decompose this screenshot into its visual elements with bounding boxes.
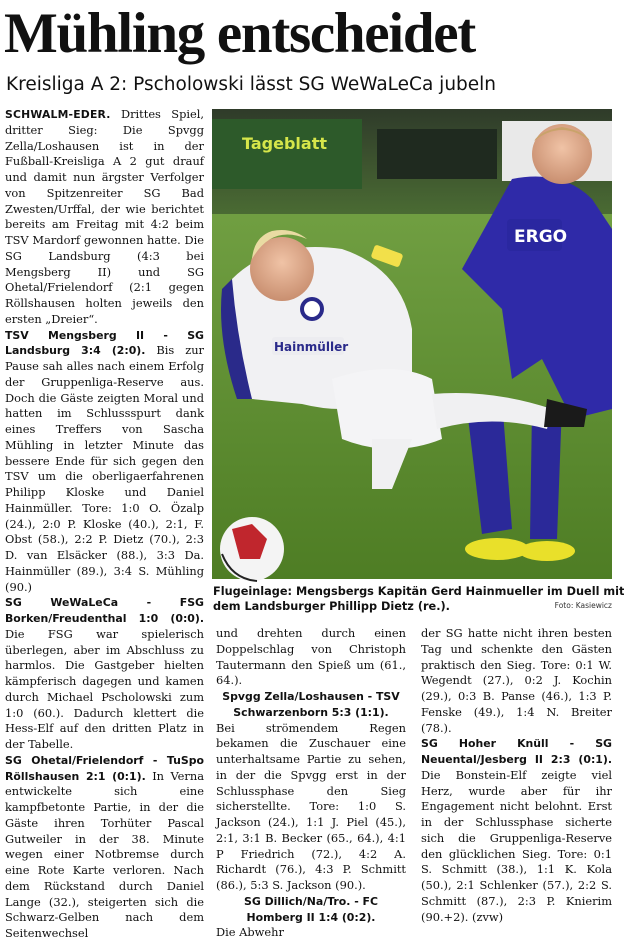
blue-shirt-sponsor: ERGO: [514, 227, 568, 247]
match-header: SG Hoher Knüll - SG Neuental/Jesberg II 2:3 (0:1).: [421, 737, 612, 766]
match-report: Die Bonstein-Elf zeigte viel Herz, wurde aber für ihr Engagement nicht belohnt. Erst in der Schlussphase sicherte sich die Gruppenliga-Reserve den glücklichen Sieg. Tore: 0:1 S. Schmitt (38.), 1:1 K. Kola (50.), 2:1 Schlenker (57.), 2:2 S. Schmitt (87.), 2:3 P. Knierim (90.+2). (zvw): [421, 767, 612, 924]
match-report: Bis zur Pause sah alles nach einem Erfolg der Gruppenliga-Reserve aus. Doch die Gäste zeigten Moral und hatten im Schlussspurt dank eines Treffers von Sascha Mühling in letzter Minute das bessere Ende für sich gegen den TSV um die oberligaerfahrenen Philipp Kloske und Daniel Hainmüller. Tore: 1:0 O. Özalp (24.), 2:0 P. Kloske (40.), 2:1, F. Obst (58.), 2:2 P. Dietz (70.), 2:3 D. van Elsäcker (88.), 3:3 Da. Hainmüller (89.), 3:4 S. Mühling (90.): [5, 343, 204, 594]
headline: Mühling entscheidet: [4, 2, 475, 65]
photo-illustration: [212, 109, 612, 579]
photo-caption: [213, 584, 624, 614]
caption-line: dem Landsburger Phillipp Dietz (re.).: [213, 600, 450, 613]
match-report: Bei strömendem Regen bekamen die Zuschauer eine unterhaltsame Partie zu sehen, in der die Spvgg erst in der Schlussphase den Sieg sicherstellte. Tore: 1:0 S. Jackson (24.), 1:1 J. Piel (45.), 2:1, 3:1 B. Becker (65., 64.), 4:1 P Friedrich (72.), 4:2 A. Richardt (76.), 4:3 P. Schmitt (86.), 5:3 S. Jackson (90.).: [216, 720, 406, 892]
article-column-2: [216, 626, 406, 940]
subheadline: Kreisliga A 2: Pscholowski lässt SG WeWaLeCa jubeln: [6, 74, 497, 95]
continued-text: und drehten durch einen Doppelschlag von Christoph Tautermann den Spieß um (61., 64.).: [216, 626, 406, 688]
match-header: SG WeWaLeCa - FSG Borken/Freudenthal 1:0 (0:0).: [5, 596, 204, 625]
dateline: SCHWALM-EDER.: [5, 108, 111, 121]
match-photo: [212, 109, 612, 579]
article-column-3: [421, 626, 612, 924]
photo-credit: Foto: Kasiewicz: [554, 601, 612, 610]
match-header: TSV Mengsberg II - SG Landsburg 3:4 (2:0).: [5, 328, 204, 358]
board-text: Tageblatt: [242, 134, 327, 153]
caption-line: Flugeinlage: Mengsbergs Kapitän Gerd Hainmueller im Duell mit: [213, 585, 624, 598]
match-header: Spvgg Zella/Loshausen - TSV Schwarzenborn 5:3 (1:1).: [222, 690, 400, 719]
white-shirt-sponsor: Hainmüller: [274, 340, 349, 354]
continued-text: der SG hatte nicht ihren besten Tag und schenkte den Gästen praktisch den Sieg. Tore: 0:1 W. Wegendt (27.), 0:2 J. Kochin (29.), 0:3 B. Panse (46.), 1:3 P. Fenske (49.), 1:4 N. Breiter (78.).: [421, 626, 612, 735]
match-report: Die FSG war spielerisch überlegen, aber im Abschluss zu harmlos. Die Gastgeber hielten kämpferisch dagegen und kamen durch Michael Pscholowski zum 1:0 (60.). Dadurch klettert die Hess-Elf auf den dritten Platz in der Tabelle.: [5, 626, 204, 751]
match-report: Die Abwehr: [216, 925, 284, 940]
article-column-1: [5, 107, 205, 940]
intro-text: Drittes Spiel, dritter Sieg: Die Spvgg Zella/Loshausen ist in der Fußball-Kreisliga A 2 gut drauf und damit nun ärgster Verfolger von Spitzenreiter SG Bad Zwesten/Urffal, der wie berichtet bereits am Freitag mit 4:2 beim TSV Mardorf gewonnen hatte. Die SG Landsburg (4:3 bei Mengsberg II) und SG Ohetal/Frielendorf (2:1 gegen Röllshausen holten jeweils den ersten „Dreier“.: [5, 107, 205, 326]
match-header: SG Ohetal/Frielendorf - TuSpo Röllshausen 2:1 (0:1).: [5, 753, 204, 783]
match-report: In Verna entwickelte sich eine kampfbetonte Partie, in der die Gäste ihren Torhüter Pascal Gutweiler in der 38. Minute wegen einer Notbremse durch eine Rote Karte verloren. Nach dem Rückstand durch Daniel Lange (32.), steigerten sich die Schwarz-Gelben nach dem Seitenwechsel: [5, 768, 204, 940]
match-header: SG Dillich/Na/Tro. - FC Homberg II 1:4 (0:2).: [244, 894, 378, 924]
